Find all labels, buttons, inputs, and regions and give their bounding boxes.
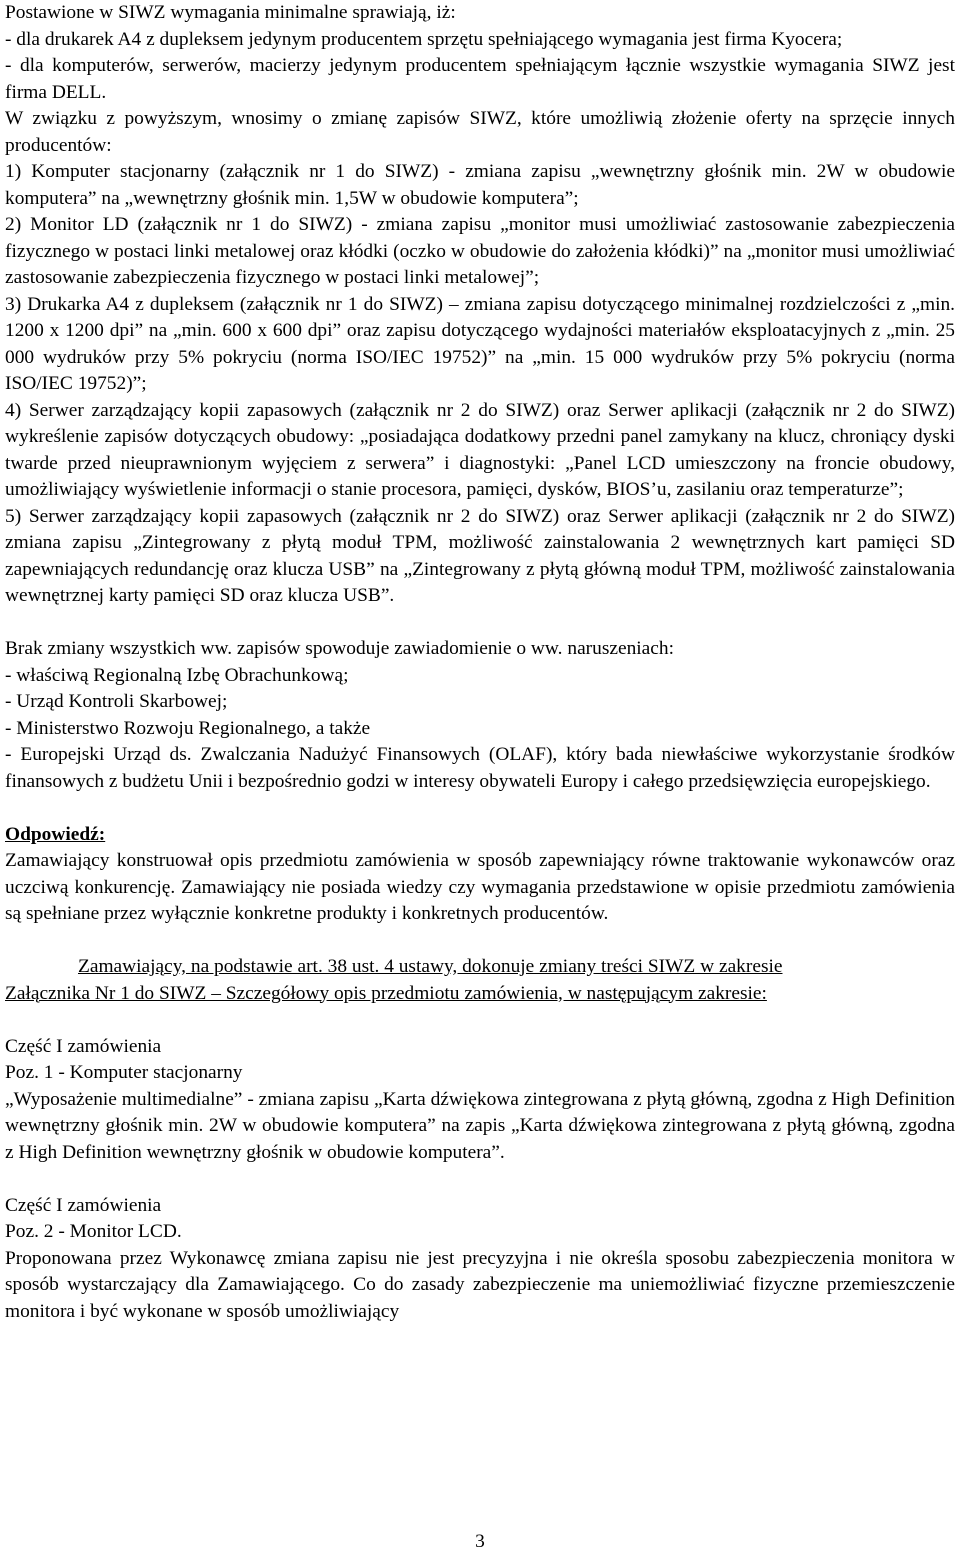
warning-item-2: - Urząd Kontroli Skarbowej; [5,691,228,712]
warning-item-3: - Ministerstwo Rozwoju Regionalnego, a także [5,717,371,739]
spacer [5,928,955,955]
intro-paragraph-3: - dla komputerów, serwerów, macierzy jedynym producentem spełniającym łącznie wszystkie wymagania SIWZ jest firma DELL. [5,55,955,103]
request-item-5: 5) Serwer zarządzający kopii zapasowych (załącznik nr 2 do SIWZ) oraz Serwer aplikacji (załącznik nr 2 do SIWZ) zmiana zapisu „Zintegrowany z płytą moduł TPM, możliwość zainstalowania 2 wewnętrznych kart pamięci SD zapewniających redundancję oraz klucza USB” na „Zintegrowany z płytą główną moduł TPM, możliwość zainstalowania wewnętrznej karty pamięci SD oraz klucza USB”. [5,505,955,606]
request-item-3: 3) Drukarka A4 z dupleksem (załącznik nr 1 do SIWZ) – zmiana zapisu dotyczącego minimalnej rozdzielczości z „min. 1200 x 1200 dpi” na „min. 600 x 600 dpi” oraz zapisu dotyczącego wydajności materiałów eksploatacyjnych z „min. 25 000 wydruków przy 5% pokryciu (norma ISO/IEC 19752)” na „min. 15 000 wydruków przy 5% pokryciu (norma ISO/IEC 19752)”; [5,293,955,394]
intro-paragraph-1: Postawione w SIWZ wymagania minimalne sprawiają, iż: [5,2,456,23]
warning-intro: Brak zmiany wszystkich ww. zapisów spowoduje zawiadomienie o ww. naruszeniach: [5,638,674,659]
spacer [5,1166,955,1193]
document-page [5,0,955,1325]
spacer [5,795,955,822]
section-1-part: Część I zamówienia [5,1035,162,1057]
request-item-1: 1) Komputer stacjonarny (załącznik nr 1 do SIWZ) - zmiana zapisu „wewnętrzny głośnik min. 2W w obudowie komputera” na „wewnętrzny głośnik min. 1,5W w obudowie komputera”; [5,161,955,209]
request-item-4: 4) Serwer zarządzający kopii zapasowych (załącznik nr 2 do SIWZ) oraz Serwer aplikacji (załącznik nr 2 do SIWZ) wykreślenie zapisów dotyczących obudowy: „posiadająca dodatkowy przedni panel zamykany na klucz, chroniący dyski twarde przed nieuprawnionym wyjęciem z serwera” i diagnostyki: „Panel LCD umieszczony na froncie obudowy, umożliwiający wyświetlenie informacji o stanie procesora, pamięci, dysków, BIOS’u, zasilaniu oraz temperaturze”; [5,399,955,500]
page-number: 3 [475,1531,485,1552]
request-item-2: 2) Monitor LD (załącznik nr 1 do SIWZ) - zmiana zapisu „monitor musi umożliwiać zastosowanie zabezpieczenia fizycznego w postaci linki metalowej oraz kłódki (oczko w obudowie do założenia kłódki)” na „monitor musi umożliwiać zastosowanie zabezpieczenia fizycznego w postaci linki metalowej”; [5,214,955,288]
change-statement-line-2: Załącznika Nr 1 do SIWZ – Szczegółowy opis przedmiotu zamówienia, w następującym zakresie: [5,982,767,1004]
answer-paragraph: Zamawiający konstruował opis przedmiotu zamówienia w sposób zapewniający równe traktowanie wykonawców oraz uczciwą konkurencję. Zamawiający nie posiada wiedzy czy wymagania przedstawione w opisie przedmiotu zamówienia są spełniane przez wyłącznie konkretne produkty i konkretnych producentów. [5,850,955,924]
intro-paragraph-2: - dla drukarek A4 z dupleksem jedynym producentem sprzętu spełniającego wymagania jest firma Kyocera; [5,28,843,50]
change-statement-line-1: Zamawiający, na podstawie art. 38 ust. 4 ustawy, dokonuje zmiany treści SIWZ w zakresie [78,956,783,977]
warning-item-1: - właściwą Regionalną Izbę Obrachunkową; [5,664,349,686]
spacer [5,610,955,637]
answer-heading: Odpowiedź: [5,823,106,845]
intro-paragraph-4: W związku z powyższym, wnosimy o zmianę zapisów SIWZ, które umożliwią złożenie oferty na sprzęcie innych producentów: [5,108,955,156]
spacer [5,1007,955,1034]
section-2-part: Część I zamówienia [5,1194,162,1216]
section-2-position: Poz. 2 - Monitor LCD. [5,1221,182,1242]
section-1-position: Poz. 1 - Komputer stacjonarny [5,1062,243,1083]
section-1-paragraph: „Wyposażenie multimedialne” - zmiana zapisu „Karta dźwiękowa zintegrowana z płytą główną, zgodna z High Definition wewnętrzny głośnik min. 2W w obudowie komputera” na zapis „Karta dźwiękowa zintegrowana z płytą główną, zgodna z High Definition wewnętrzny głośnik w obudowie komputera”. [5,1088,955,1163]
warning-item-4: - Europejski Urząd ds. Zwalczania Nadużyć Finansowych (OLAF), który bada niewłaściwe wykorzystanie środków finansowych z budżetu Unii i bezpośrednio godzi w interesy obywateli Europy i całego przedsięwzięcia europejskiego. [5,744,955,792]
section-2-paragraph: Proponowana przez Wykonawcę zmiana zapisu nie jest precyzyjna i nie określa sposobu zabezpieczenia monitora w sposób wystarczający dla Zamawiającego. Co do zasady zabezpieczenie ma uniemożliwiać fizyczne przemieszczenie monitora i być wykonane w sposób umożliwiający [5,1247,955,1322]
